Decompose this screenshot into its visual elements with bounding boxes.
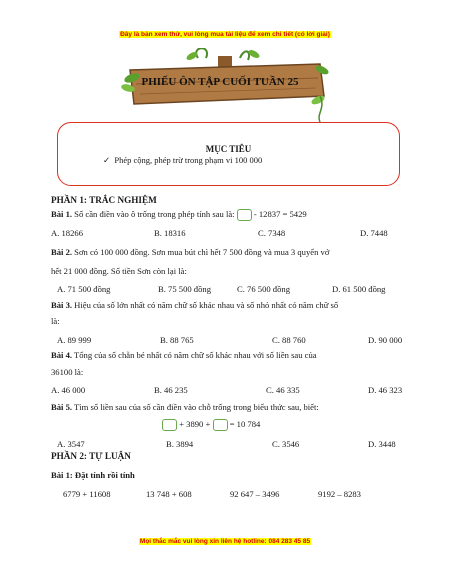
q1-option-b: B. 18316 [154, 228, 186, 238]
q1-option-c: C. 7348 [258, 228, 286, 238]
q5-option-d: D. 3448 [368, 439, 396, 449]
q3-option-a: A. 89 999 [57, 335, 92, 345]
q3-option-c: C. 88 760 [272, 335, 306, 345]
q5-option-b: B. 3894 [166, 439, 194, 449]
calc-item-4: 9192 – 8283 [318, 489, 361, 499]
q4-line1: Bài 4. Tổng của số chẵn bé nhất có năm chữ số khác nhau với số liền sau của [51, 350, 317, 360]
q1-option-d: D. 7448 [360, 228, 388, 238]
preview-notice: Đây là bản xem thử, vui lòng mua tài liệu để xem chi tiết (có lời giải) [120, 31, 330, 38]
checkmark-icon: ✓ [103, 155, 111, 165]
q2-option-b: B. 75 500 đồng [158, 284, 211, 294]
worksheet-title: PHIẾU ÔN TẬP CUỐI TUẦN 25 [141, 76, 299, 88]
objective-box [57, 122, 400, 186]
q3-option-d: D. 90 000 [368, 335, 403, 345]
objective-item: ✓ Phép cộng, phép trừ trong phạm vi 100 000 [103, 155, 263, 165]
q4-option-d: D. 46 323 [368, 385, 403, 395]
q2-line1: Bài 2. Sơn có 100 000 đồng. Sơn mua bút chì hết 7 500 đồng và mua 3 quyển vở [51, 247, 330, 257]
objective-heading: MỤC TIÊU [205, 144, 252, 154]
q2-line2: hết 21 000 đồng. Số tiền Sơn còn lại là: [51, 266, 187, 276]
q1-option-a: A. 18266 [51, 228, 83, 238]
answer-box [162, 419, 177, 431]
q4-option-b: B. 46 235 [154, 385, 188, 395]
part2-heading: PHẦN 2: TỰ LUẬN [51, 451, 131, 461]
wooden-sign-banner [120, 48, 330, 128]
part2-q1-label: Bài 1: Đặt tính rồi tính [51, 470, 135, 480]
calc-item-3: 92 647 – 3496 [230, 489, 280, 499]
q2-option-d: D. 61 500 đồng [332, 284, 386, 294]
q5-equation: + 3890 + = 10 784 [162, 419, 260, 431]
q2-option-a: A. 71 500 đồng [57, 284, 111, 294]
q5-option-c: C. 3546 [272, 439, 300, 449]
q3-option-b: B. 88 765 [160, 335, 194, 345]
q5-line: Bài 5. Tìm số liền sau của số cần điền vào chỗ trống trong biểu thức sau, biết: [51, 402, 319, 412]
q1-line: Bài 1. Số cần điền vào ô trống trong phép tính sau là: - 12837 = 5429 [51, 209, 307, 221]
hotline-notice: Mọi thắc mắc vui lòng xin liên hệ hotline: 084 283 45 85 [139, 538, 311, 545]
answer-box [213, 419, 228, 431]
q2-option-c: C. 76 500 đồng [237, 284, 290, 294]
q4-option-a: A. 46 000 [51, 385, 86, 395]
calc-item-1: 6779 + 11608 [63, 489, 111, 499]
q5-option-a: A. 3547 [57, 439, 85, 449]
q3-line2: là: [51, 316, 60, 326]
part1-heading: PHẦN 1: TRẮC NGHIỆM [51, 195, 157, 205]
calc-item-2: 13 748 + 608 [146, 489, 192, 499]
q3-line1: Bài 3. Hiệu của số lớn nhất có năm chữ số khác nhau và số nhỏ nhất có năm chữ số [51, 300, 339, 310]
q4-line2: 36100 là: [51, 367, 84, 377]
answer-box [237, 209, 252, 221]
q4-option-c: C. 46 335 [266, 385, 300, 395]
